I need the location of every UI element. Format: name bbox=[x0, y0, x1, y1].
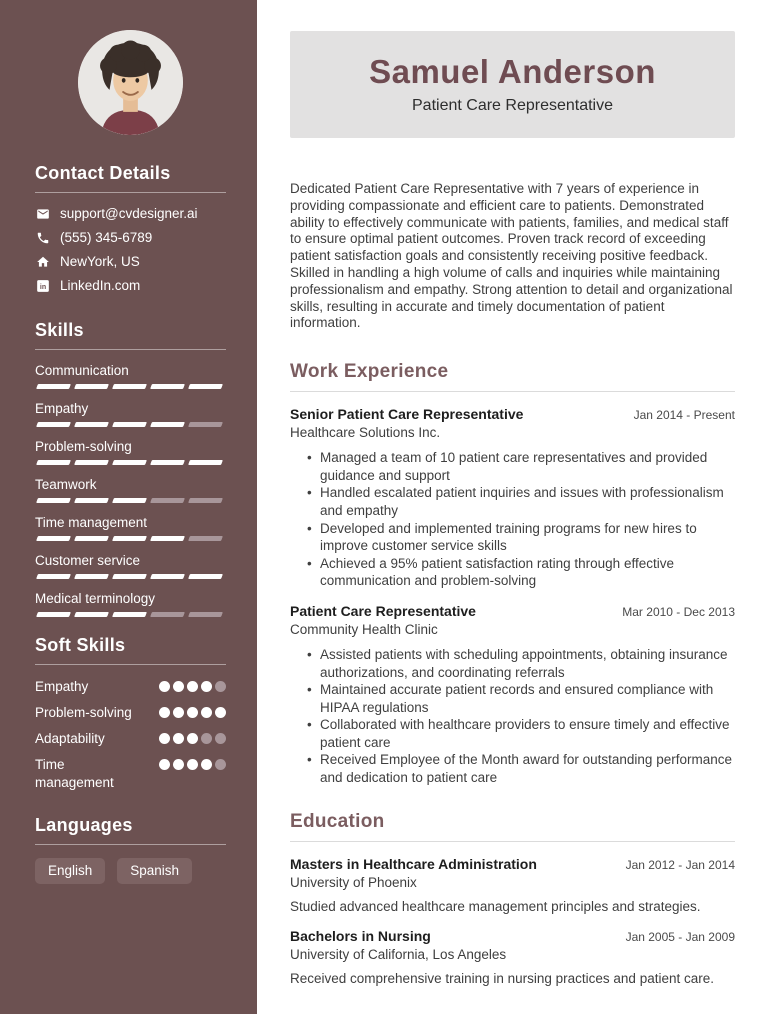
school-name: University of California, Los Angeles bbox=[290, 946, 507, 962]
divider bbox=[35, 192, 226, 193]
rating-dot bbox=[173, 681, 184, 692]
education-entry-header bbox=[290, 928, 735, 944]
skill-row bbox=[35, 553, 226, 579]
rating-dot bbox=[173, 759, 184, 770]
contact-text: (555) 345-6789 bbox=[60, 230, 153, 245]
skill-bar-segment bbox=[112, 422, 147, 427]
education-entry bbox=[290, 928, 735, 987]
profile-photo bbox=[78, 30, 183, 135]
education-description: Studied advanced healthcare management principles and strategies. bbox=[290, 898, 701, 914]
soft-skill-row bbox=[35, 730, 226, 748]
skill-bar-segment bbox=[36, 536, 71, 541]
soft-skill-dots bbox=[159, 730, 226, 744]
main-content bbox=[257, 0, 768, 1014]
skills-section-title: Skills bbox=[35, 320, 84, 340]
contact-item bbox=[35, 206, 226, 221]
education-entry bbox=[290, 856, 735, 915]
school-name: University of Phoenix bbox=[290, 874, 417, 890]
skill-bar-segment bbox=[150, 460, 185, 465]
education-entry-header bbox=[290, 856, 735, 872]
rating-dot bbox=[187, 707, 198, 718]
skill-bar-segment bbox=[112, 384, 147, 389]
rating-dot bbox=[201, 681, 212, 692]
skill-bar-segment bbox=[188, 422, 223, 427]
rating-dot bbox=[187, 759, 198, 770]
work-entry bbox=[290, 406, 735, 590]
skill-bar-segment bbox=[112, 574, 147, 579]
job-bullets bbox=[290, 449, 735, 590]
skill-bar bbox=[35, 460, 226, 465]
rating-dot bbox=[159, 681, 170, 692]
job-bullet: • Collaborated with healthcare providers to ensure timely and effective patient care bbox=[307, 716, 735, 751]
job-bullet: • Maintained accurate patient records and ensured compliance with HIPAA regulations bbox=[307, 681, 735, 716]
name-header bbox=[290, 31, 735, 138]
skill-bar-segment bbox=[112, 536, 147, 541]
rating-dot bbox=[215, 733, 226, 744]
contact-item bbox=[35, 254, 226, 269]
skill-bar-segment bbox=[150, 384, 185, 389]
language-pill: English bbox=[35, 858, 105, 884]
education-section bbox=[290, 811, 735, 987]
rating-dot bbox=[201, 733, 212, 744]
soft-skill-label: Empathy bbox=[35, 679, 89, 694]
soft-skills-section-title: Soft Skills bbox=[35, 635, 126, 655]
skill-bar-segment bbox=[36, 384, 71, 389]
contact-list bbox=[35, 206, 226, 293]
soft-skill-row bbox=[35, 678, 226, 696]
skill-bar bbox=[35, 384, 226, 389]
skill-label: Teamwork bbox=[35, 477, 97, 492]
job-company: Healthcare Solutions Inc. bbox=[290, 425, 441, 441]
education-dates: Jan 2012 - Jan 2014 bbox=[625, 857, 735, 872]
job-bullet: • Handled escalated patient inquiries and issues with professionalism and empathy bbox=[307, 484, 735, 519]
divider bbox=[35, 349, 226, 350]
skill-label: Problem-solving bbox=[35, 439, 132, 454]
envelope-icon bbox=[35, 207, 50, 221]
skill-bar-segment bbox=[112, 498, 147, 503]
soft-skill-row bbox=[35, 704, 226, 722]
skill-bar-segment bbox=[74, 612, 109, 617]
job-bullets bbox=[290, 646, 735, 787]
degree-name: Masters in Healthcare Administration bbox=[290, 855, 537, 872]
work-entries bbox=[290, 406, 735, 787]
job-role: Patient Care Representative bbox=[290, 602, 476, 619]
skill-bar-segment bbox=[74, 384, 109, 389]
skill-row bbox=[35, 591, 226, 617]
skill-bar-segment bbox=[188, 498, 223, 503]
skill-bar-segment bbox=[36, 498, 71, 503]
divider bbox=[35, 844, 226, 845]
skill-bar-segment bbox=[188, 384, 223, 389]
rating-dot bbox=[187, 681, 198, 692]
rating-dot bbox=[201, 707, 212, 718]
skill-label: Time management bbox=[35, 515, 148, 530]
work-entry-header bbox=[290, 406, 735, 422]
rating-dot bbox=[215, 707, 226, 718]
skill-bar bbox=[35, 612, 226, 617]
rating-dot bbox=[173, 707, 184, 718]
skill-bar-segment bbox=[150, 574, 185, 579]
divider bbox=[290, 391, 735, 392]
education-dates: Jan 2005 - Jan 2009 bbox=[625, 929, 735, 944]
sidebar bbox=[0, 0, 257, 1014]
soft-skill-label: Adaptability bbox=[35, 731, 105, 746]
skill-bar-segment bbox=[36, 612, 71, 617]
contact-item bbox=[35, 278, 226, 293]
skill-row bbox=[35, 439, 226, 465]
skill-bar-segment bbox=[150, 422, 185, 427]
languages-list bbox=[35, 858, 226, 884]
skill-bar bbox=[35, 536, 226, 541]
skill-row bbox=[35, 477, 226, 503]
skill-bar bbox=[35, 422, 226, 427]
skill-row bbox=[35, 515, 226, 541]
contact-text: support@cvdesigner.ai bbox=[60, 206, 198, 221]
job-company: Community Health Clinic bbox=[290, 621, 438, 637]
languages-section-title: Languages bbox=[35, 815, 133, 835]
job-dates: Mar 2010 - Dec 2013 bbox=[622, 604, 735, 619]
skill-bar-segment bbox=[36, 460, 71, 465]
skill-bar-segment bbox=[188, 574, 223, 579]
soft-skill-label: Problem-solving bbox=[35, 705, 132, 720]
work-entry bbox=[290, 603, 735, 787]
job-bullet: • Received Employee of the Month award for outstanding performance and dedication to patient care bbox=[307, 751, 735, 786]
skill-bar bbox=[35, 574, 226, 579]
rating-dot bbox=[215, 681, 226, 692]
skill-bar-segment bbox=[112, 612, 147, 617]
work-experience-heading: Work Experience bbox=[290, 361, 449, 383]
contact-section-title: Contact Details bbox=[35, 163, 171, 183]
degree-name: Bachelors in Nursing bbox=[290, 927, 431, 944]
work-experience-section bbox=[290, 361, 735, 787]
skill-bar-segment bbox=[36, 574, 71, 579]
contact-text: NewYork, US bbox=[60, 254, 140, 269]
skill-label: Empathy bbox=[35, 401, 89, 416]
skill-bar-segment bbox=[112, 460, 147, 465]
linkedin-icon bbox=[35, 279, 50, 293]
job-bullet: • Assisted patients with scheduling appointments, obtaining insurance authorizations, and coordinating referrals bbox=[307, 646, 735, 681]
skill-bar-segment bbox=[74, 536, 109, 541]
rating-dot bbox=[159, 707, 170, 718]
job-bullet: • Managed a team of 10 patient care representatives and provided guidance and support bbox=[307, 449, 735, 484]
rating-dot bbox=[159, 759, 170, 770]
rating-dot bbox=[173, 733, 184, 744]
phone-icon bbox=[35, 231, 50, 245]
summary-paragraph: Dedicated Patient Care Representative with 7 years of experience in providing compassionate and efficient care to patients. Demonstrated ability to effectively communicate with patients, families, and medical staff to ensure optimal patient outcomes. Proven track record of exceeding patient satisfaction goals and consistently receiving positive feedback. Skilled in handling a high volume of calls and inquiries while maintaining professionalism and empathy. Strong attention to detail and organizational skills, resulting in accurate and timely documentation of patient information. bbox=[290, 181, 733, 331]
rating-dot bbox=[215, 759, 226, 770]
rating-dot bbox=[159, 733, 170, 744]
divider bbox=[290, 841, 735, 842]
skill-bar bbox=[35, 498, 226, 503]
skill-row bbox=[35, 363, 226, 389]
divider bbox=[35, 664, 226, 665]
education-description: Received comprehensive training in nursing practices and patient care. bbox=[290, 970, 714, 986]
soft-skill-dots bbox=[159, 756, 226, 770]
skill-bar-segment bbox=[74, 422, 109, 427]
job-role: Senior Patient Care Representative bbox=[290, 406, 524, 423]
education-heading: Education bbox=[290, 810, 385, 832]
language-pill: Spanish bbox=[117, 858, 192, 884]
soft-skill-row bbox=[35, 756, 226, 792]
contact-text: LinkedIn.com bbox=[60, 278, 141, 293]
skill-label: Communication bbox=[35, 363, 129, 378]
job-bullet: • Developed and implemented training programs for new hires to improve customer service skills bbox=[307, 520, 735, 555]
skill-bar-segment bbox=[74, 460, 109, 465]
education-entries bbox=[290, 856, 735, 987]
contact-item bbox=[35, 230, 226, 245]
rating-dot bbox=[201, 759, 212, 770]
soft-skill-label: Time management bbox=[35, 757, 114, 790]
work-entry-header bbox=[290, 603, 735, 619]
skill-bar-segment bbox=[188, 460, 223, 465]
skill-bar-segment bbox=[74, 574, 109, 579]
skill-bar-segment bbox=[150, 612, 185, 617]
person-name: Samuel Anderson bbox=[369, 52, 656, 90]
job-dates: Jan 2014 - Present bbox=[633, 408, 735, 423]
skill-bar-segment bbox=[188, 612, 223, 617]
skills-list bbox=[35, 363, 226, 617]
soft-skill-dots bbox=[159, 678, 226, 692]
skill-bar-segment bbox=[74, 498, 109, 503]
job-bullet: • Achieved a 95% patient satisfaction rating through effective communication and problem-solving bbox=[307, 555, 735, 590]
soft-skill-dots bbox=[159, 704, 226, 718]
skill-bar-segment bbox=[36, 422, 71, 427]
skill-label: Customer service bbox=[35, 553, 141, 568]
skill-bar-segment bbox=[150, 498, 185, 503]
skill-bar-segment bbox=[188, 536, 223, 541]
home-icon bbox=[35, 255, 50, 269]
skill-label: Medical terminology bbox=[35, 591, 156, 606]
rating-dot bbox=[187, 733, 198, 744]
soft-skills-list bbox=[35, 678, 226, 792]
avatar bbox=[78, 30, 183, 135]
skill-bar-segment bbox=[150, 536, 185, 541]
skill-row bbox=[35, 401, 226, 427]
person-job-title: Patient Care Representative bbox=[412, 97, 613, 115]
svg-text:in: in bbox=[39, 283, 46, 291]
